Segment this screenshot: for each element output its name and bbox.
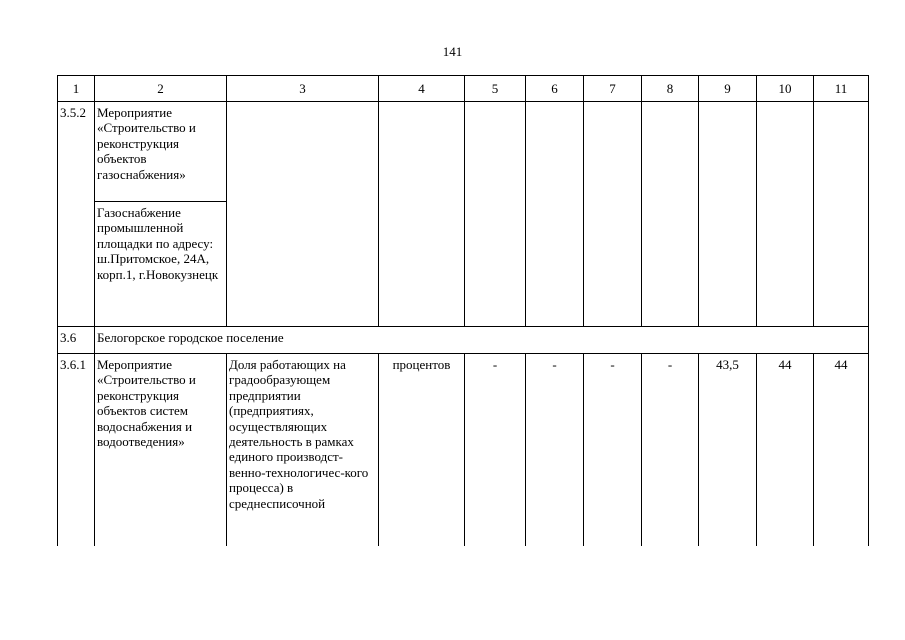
activity-cell: Мероприятие «Строительство и реконструкция объектов газоснабжения» xyxy=(95,102,227,202)
data-table xyxy=(57,75,869,546)
column-header: 8 xyxy=(642,76,699,102)
row-number: 3.5.2 xyxy=(58,102,95,327)
table-row xyxy=(58,102,869,202)
value-cell: 44 xyxy=(814,354,869,547)
value-cell: - xyxy=(526,354,584,547)
table-row xyxy=(58,327,869,354)
value-cell: - xyxy=(465,354,526,547)
row-number: 3.6 xyxy=(58,327,95,354)
activity-cell: Мероприятие «Строительство и реконструкция объектов систем водоснабжения и водоотведения» xyxy=(95,354,227,547)
empty-cell xyxy=(379,102,465,327)
indicator-cell: Доля работающих на градообразующем предприятии (предприятиях, осуществляющих деятельность в рамках единого производст-венно-технологичес-кого процесса) в среднесписочной xyxy=(227,354,379,547)
empty-cell xyxy=(814,102,869,327)
column-header: 11 xyxy=(814,76,869,102)
object-cell: Газоснабжение промышленной площадки по адресу: ш.Притомское, 24А, корп.1, г.Новокузнецк xyxy=(95,202,227,327)
row-number: 3.6.1 xyxy=(58,354,95,547)
value-cell: 44 xyxy=(757,354,814,547)
value-cell: 43,5 xyxy=(699,354,757,547)
header-row xyxy=(58,76,869,102)
unit-cell: процентов xyxy=(379,354,465,547)
empty-cell xyxy=(642,102,699,327)
column-header: 3 xyxy=(227,76,379,102)
column-header: 10 xyxy=(757,76,814,102)
section-title: Белогорское городское поселение xyxy=(95,327,869,354)
page-number: 141 xyxy=(442,44,463,59)
empty-cell xyxy=(757,102,814,327)
value-cell: - xyxy=(642,354,699,547)
empty-cell xyxy=(465,102,526,327)
column-header: 9 xyxy=(699,76,757,102)
empty-cell xyxy=(584,102,642,327)
column-header: 4 xyxy=(379,76,465,102)
column-header: 7 xyxy=(584,76,642,102)
empty-cell xyxy=(227,102,379,327)
empty-cell xyxy=(526,102,584,327)
column-header: 5 xyxy=(465,76,526,102)
value-cell: - xyxy=(584,354,642,547)
column-header: 1 xyxy=(58,76,95,102)
table-row xyxy=(58,354,869,547)
column-header: 2 xyxy=(95,76,227,102)
column-header: 6 xyxy=(526,76,584,102)
empty-cell xyxy=(699,102,757,327)
